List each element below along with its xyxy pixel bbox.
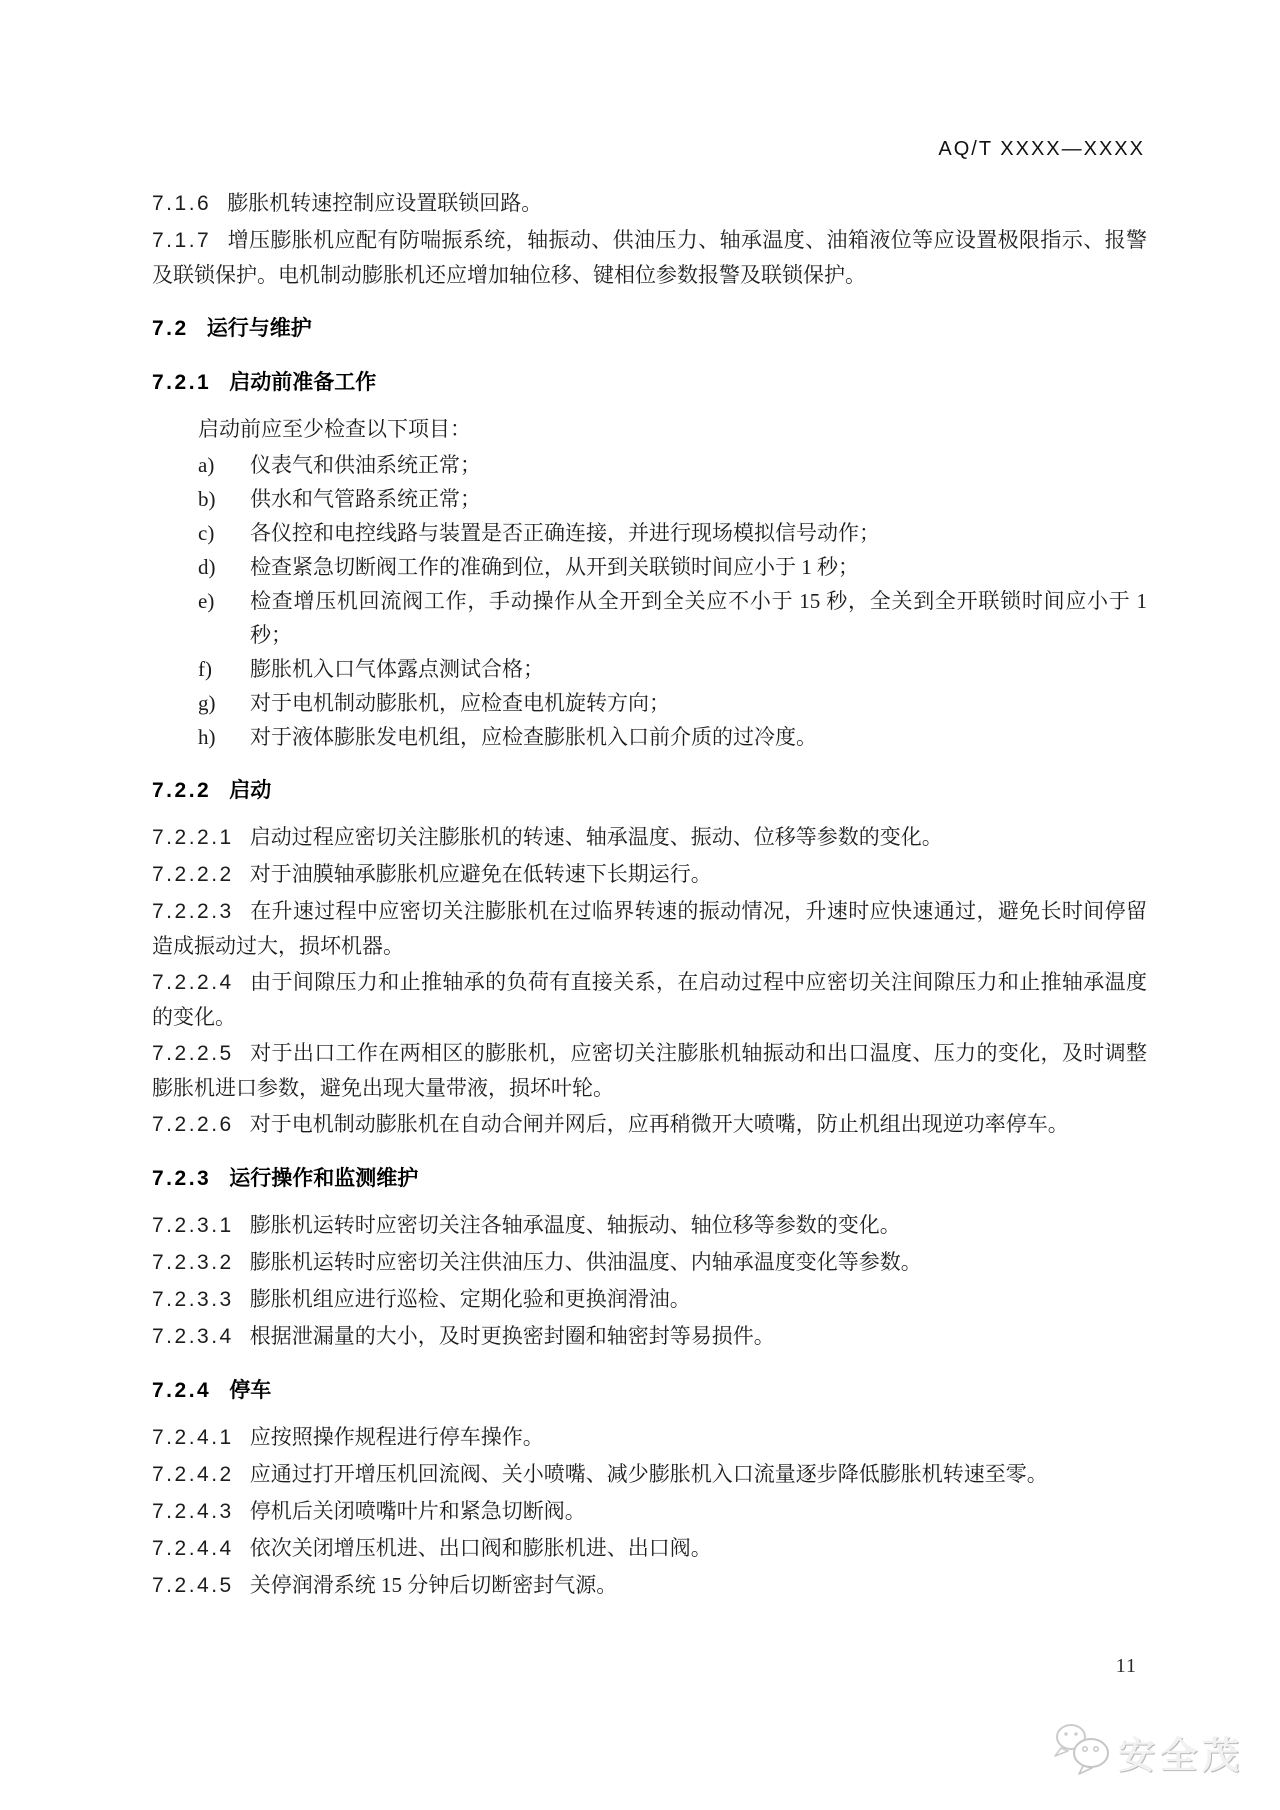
list-item-marker: c) bbox=[198, 521, 215, 545]
clause-paragraph bbox=[152, 1245, 1147, 1280]
list-item-text: 检查增压机回流阀工作，手动操作从全开到全关应不小于 15 秒，全关到全开联锁时间应小于 1 秒； bbox=[250, 589, 1147, 647]
section-title: 停车 bbox=[229, 1379, 272, 1402]
clause-paragraph bbox=[152, 1282, 1147, 1317]
clause-number: 7.2.3.3 bbox=[152, 1288, 234, 1311]
list-item-text: 检查紧急切断阀工作的准确到位，从开到关联锁时间应小于 1 秒； bbox=[250, 555, 859, 579]
clause-paragraph bbox=[152, 1420, 1147, 1455]
clause-number: 7.2.2.4 bbox=[152, 971, 234, 994]
wechat-icon bbox=[1054, 1722, 1110, 1781]
list-item-text: 对于电机制动膨胀机，应检查电机旋转方向； bbox=[250, 691, 670, 715]
list-item bbox=[198, 448, 1147, 482]
list-item-text: 各仪控和电控线路与装置是否正确连接，并进行现场模拟信号动作； bbox=[250, 521, 880, 545]
list-item bbox=[198, 720, 1147, 754]
clause-number: 7.2.4.2 bbox=[152, 1463, 234, 1486]
clause-text: 膨胀机转速控制应设置联锁回路。 bbox=[227, 191, 543, 215]
list-item-text: 膨胀机入口气体露点测试合格； bbox=[250, 657, 544, 681]
clause-paragraph bbox=[152, 1208, 1147, 1243]
clause-text: 应通过打开增压机回流阀、关小喷嘴、减少膨胀机入口流量逐步降低膨胀机转速至零。 bbox=[249, 1462, 1048, 1486]
section-title: 启动前准备工作 bbox=[229, 371, 377, 394]
clause-number: 7.1.7 bbox=[152, 229, 212, 252]
list-item-marker: f) bbox=[198, 657, 212, 681]
section-number: 7.2 bbox=[152, 317, 189, 340]
clause-text: 在升速过程中应密切关注膨胀机在过临界转速的振动情况，升速时应快速通过，避免长时间停留造成振动过大，损坏机器。 bbox=[152, 899, 1147, 958]
section-heading bbox=[152, 1374, 1147, 1408]
list-item-marker: a) bbox=[198, 453, 215, 477]
clause-paragraph bbox=[152, 894, 1147, 963]
section-number: 7.2.4 bbox=[152, 1379, 212, 1402]
list-item bbox=[198, 686, 1147, 720]
section-number: 7.2.2 bbox=[152, 779, 212, 802]
clause-text: 膨胀机运转时应密切关注供油压力、供油温度、内轴承温度变化等参数。 bbox=[249, 1250, 922, 1274]
section-heading bbox=[152, 312, 1147, 346]
clause-number: 7.2.2.6 bbox=[152, 1113, 234, 1136]
clause-paragraph bbox=[152, 1531, 1147, 1566]
clause-paragraph bbox=[152, 1319, 1147, 1354]
clause-text: 由于间隙压力和止推轴承的负荷有直接关系，在启动过程中应密切关注间隙压力和止推轴承温度的变化。 bbox=[152, 970, 1147, 1029]
list-item-text: 仪表气和供油系统正常； bbox=[250, 453, 481, 477]
clause-number: 7.2.3.4 bbox=[152, 1325, 234, 1348]
doc-code-header: AQ/T XXXX—XXXX bbox=[938, 138, 1145, 160]
clause-number: 7.2.4.3 bbox=[152, 1500, 234, 1523]
clause-paragraph bbox=[152, 186, 1147, 221]
page-number: 11 bbox=[1115, 1655, 1137, 1677]
section-title: 运行与维护 bbox=[206, 317, 312, 340]
list-item-text: 对于液体膨胀发电机组，应检查膨胀机入口前介质的过冷度。 bbox=[250, 725, 817, 749]
clause-text: 对于电机制动膨胀机在自动合闸并网后，应再稍微开大喷嘴，防止机组出现逆功率停车。 bbox=[249, 1112, 1069, 1136]
list-item bbox=[198, 482, 1147, 516]
document-body bbox=[152, 184, 1147, 1605]
list-item-marker: b) bbox=[198, 487, 216, 511]
clause-text: 对于出口工作在两相区的膨胀机，应密切关注膨胀机轴振动和出口温度、压力的变化，及时调整膨胀机进口参数，避免出现大量带液，损坏叶轮。 bbox=[152, 1041, 1147, 1100]
section-title: 启动 bbox=[229, 779, 272, 802]
intro-paragraph: 启动前应至少检查以下项目： bbox=[198, 417, 471, 441]
clause-number: 7.2.2.5 bbox=[152, 1042, 234, 1065]
clause-text: 关停润滑系统 15 分钟后切断密封气源。 bbox=[249, 1573, 618, 1597]
watermark bbox=[1054, 1722, 1244, 1781]
clause-number: 7.2.2.1 bbox=[152, 826, 234, 849]
section-heading bbox=[152, 1162, 1147, 1196]
section-heading bbox=[152, 366, 1147, 400]
list-item-marker: g) bbox=[198, 691, 216, 715]
clause-paragraph bbox=[152, 857, 1147, 892]
list-item-marker: e) bbox=[198, 589, 215, 613]
list-item bbox=[198, 584, 1147, 652]
clause-number: 7.2.2.3 bbox=[152, 900, 234, 923]
clause-paragraph bbox=[152, 223, 1147, 292]
clause-number: 7.2.2.2 bbox=[152, 863, 234, 886]
clause-paragraph bbox=[152, 820, 1147, 855]
clause-number: 7.2.4.5 bbox=[152, 1574, 234, 1597]
list-item-text: 供水和气管路系统正常； bbox=[250, 487, 481, 511]
clause-paragraph bbox=[152, 1457, 1147, 1492]
list-item-marker: h) bbox=[198, 725, 216, 749]
section-title: 运行操作和监测维护 bbox=[229, 1167, 419, 1190]
clause-number: 7.2.4.1 bbox=[152, 1426, 234, 1449]
clause-text: 依次关闭增压机进、出口阀和膨胀机进、出口阀。 bbox=[249, 1536, 712, 1560]
section-number: 7.2.1 bbox=[152, 371, 212, 394]
clause-text: 停机后关闭喷嘴叶片和紧急切断阀。 bbox=[249, 1499, 586, 1523]
clause-text: 增压膨胀机应配有防喘振系统，轴振动、供油压力、轴承温度、油箱液位等应设置极限指示、报警及联锁保护。电机制动膨胀机还应增加轴位移、键相位参数报警及联锁保护。 bbox=[152, 228, 1147, 287]
clause-text: 膨胀机组应进行巡检、定期化验和更换润滑油。 bbox=[249, 1287, 691, 1311]
list-item bbox=[198, 516, 1147, 550]
list-item bbox=[198, 652, 1147, 686]
clause-paragraph bbox=[152, 1494, 1147, 1529]
clause-number: 7.2.4.4 bbox=[152, 1537, 234, 1560]
section-heading bbox=[152, 774, 1147, 808]
clause-number: 7.1.6 bbox=[152, 192, 212, 215]
clause-number: 7.2.3.1 bbox=[152, 1214, 234, 1237]
clause-paragraph bbox=[152, 1107, 1147, 1142]
clause-text: 应按照操作规程进行停车操作。 bbox=[249, 1425, 544, 1449]
list-item-marker: d) bbox=[198, 555, 216, 579]
clause-text: 启动过程应密切关注膨胀机的转速、轴承温度、振动、位移等参数的变化。 bbox=[249, 825, 943, 849]
clause-paragraph bbox=[152, 1036, 1147, 1105]
clause-paragraph bbox=[152, 965, 1147, 1034]
clause-text: 根据泄漏量的大小，及时更换密封圈和轴密封等易损件。 bbox=[249, 1324, 775, 1348]
list-item bbox=[198, 550, 1147, 584]
section-number: 7.2.3 bbox=[152, 1167, 212, 1190]
watermark-text: 安全茂 bbox=[1118, 1734, 1244, 1776]
clause-paragraph bbox=[152, 1568, 1147, 1603]
clause-text: 膨胀机运转时应密切关注各轴承温度、轴振动、轴位移等参数的变化。 bbox=[249, 1213, 901, 1237]
clause-text: 对于油膜轴承膨胀机应避免在低转速下长期运行。 bbox=[249, 862, 712, 886]
clause-number: 7.2.3.2 bbox=[152, 1251, 234, 1274]
